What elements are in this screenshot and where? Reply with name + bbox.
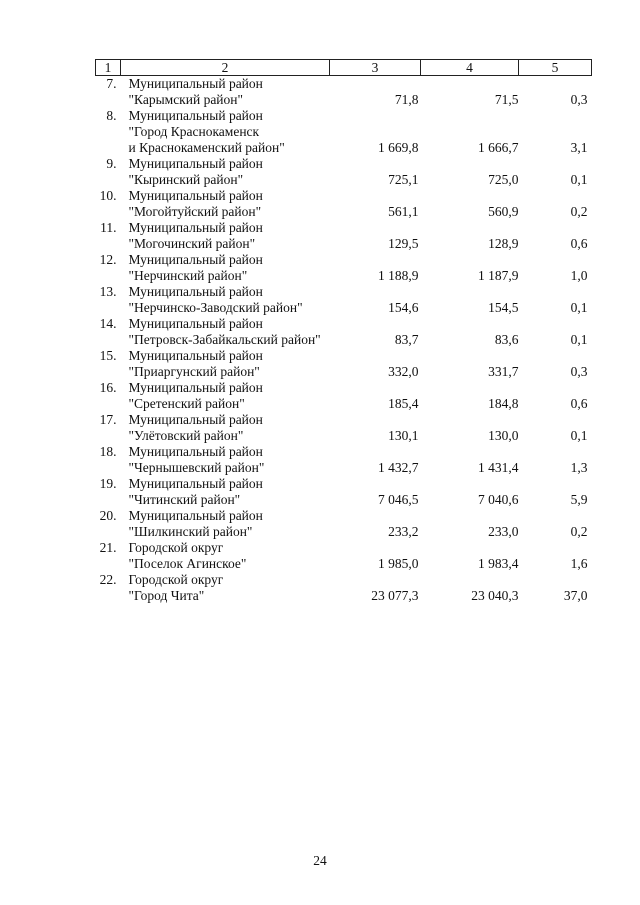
municipality-name-line: "Кыринский район" [128,172,244,187]
municipality-name-line: Муниципальный район [128,108,263,123]
municipality-name-line: "Приаргунский район" [128,364,260,379]
table-body [96,76,592,605]
municipality-name-line: Муниципальный район [128,508,263,523]
value-col3: 561,1 [388,204,419,219]
value-col4: 83,6 [494,332,519,347]
municipality-name-line: Муниципальный район [128,220,263,235]
value-col3: 1 432,7 [378,460,419,475]
row-number: 16. [99,380,117,395]
table-row [96,444,592,476]
municipality-name [121,380,330,412]
municipality-name [121,476,330,508]
value-col3: 1 985,0 [378,556,419,571]
value-col5: 0,2 [570,524,588,539]
municipality-name-line: Муниципальный район [128,188,263,203]
municipality-name-line: "Читинский район" [128,492,241,507]
municipality-name [121,316,330,348]
table-row [96,540,592,572]
municipality-name-line: Муниципальный район [128,412,263,427]
value-col4: 1 983,4 [478,556,519,571]
table-row [96,76,592,109]
municipality-name [121,348,330,380]
value-col5: 1,3 [570,460,588,475]
municipality-name [121,76,330,109]
value-col5: 5,9 [570,492,588,507]
value-col5: 0,6 [570,236,588,251]
value-col3: 725,1 [388,172,419,187]
municipality-name-line: Муниципальный район [128,252,263,267]
municipality-name-line: Городской округ [128,572,224,587]
row-number: 11. [100,220,117,235]
value-col5: 1,6 [570,556,588,571]
row-number: 22. [99,572,117,587]
value-col3: 185,4 [388,396,419,411]
value-col5: 0,6 [570,396,588,411]
table-row [96,156,592,188]
municipality-name-line: Муниципальный район [128,316,263,331]
value-col4: 154,5 [488,300,519,315]
table-row [96,220,592,252]
municipality-name-line: "Нерчинский район" [128,268,248,283]
municipality-name-line: Муниципальный район [128,348,263,363]
column-header-4: 4 [421,60,519,76]
value-col5: 1,0 [570,268,588,283]
value-col5: 0,1 [570,332,588,347]
municipality-name-line: "Могочинский район" [128,236,256,251]
table-row [96,284,592,316]
table-row [96,348,592,380]
municipality-name [121,220,330,252]
value-col4: 1 431,4 [478,460,519,475]
municipality-name-line: Муниципальный район [128,380,263,395]
municipality-name-line: Муниципальный район [128,76,263,91]
municipality-name-line: и Краснокаменский район" [128,140,285,155]
municipality-name-line: "Поселок Агинское" [128,556,247,571]
municipality-name-line: "Нерчинско-Заводский район" [128,300,303,315]
municipality-name [121,508,330,540]
value-col3: 83,7 [394,332,419,347]
municipality-name-line: "Чернышевский район" [128,460,265,475]
municipality-name [121,572,330,604]
value-col5: 0,1 [570,300,588,315]
municipality-name-line: Муниципальный район [128,444,263,459]
row-number: 17. [99,412,117,427]
municipality-name [121,108,330,156]
value-col4: 1 666,7 [478,140,519,155]
row-number: 12. [99,252,117,267]
table-row [96,380,592,412]
value-col5: 0,1 [570,428,588,443]
municipality-name-line: Муниципальный район [128,476,263,491]
municipality-name-line: "Шилкинский район" [128,524,253,539]
table-row [96,508,592,540]
value-col3: 332,0 [388,364,419,379]
row-number: 20. [99,508,117,523]
municipality-name-line: "Сретенский район" [128,396,245,411]
page-number: 24 [313,853,327,868]
row-number: 7. [106,76,117,91]
table-row [96,412,592,444]
municipality-name-line: "Петровск-Забайкальский район" [128,332,321,347]
value-col5: 0,1 [570,172,588,187]
value-col4: 1 187,9 [478,268,519,283]
value-col3: 233,2 [388,524,419,539]
municipality-name [121,252,330,284]
value-col4: 128,9 [488,236,519,251]
municipality-name-line: "Город Чита" [128,588,205,603]
table-row [96,572,592,604]
row-number: 19. [99,476,117,491]
value-col4: 233,0 [488,524,519,539]
municipality-name-line: Городской округ [128,540,224,555]
value-col4: 7 040,6 [478,492,519,507]
value-col3: 23 077,3 [371,588,419,603]
municipality-name [121,284,330,316]
value-col4: 331,7 [488,364,519,379]
table-row [96,316,592,348]
value-col5: 0,3 [570,364,588,379]
row-number: 18. [99,444,117,459]
value-col3: 1 669,8 [378,140,419,155]
table-row [96,476,592,508]
value-col5: 3,1 [570,140,588,155]
row-number: 10. [99,188,117,203]
data-table [95,59,592,604]
value-col3: 129,5 [388,236,419,251]
municipality-name-line: Муниципальный район [128,284,263,299]
municipality-name [121,412,330,444]
municipality-name-line: "Могойтуйский район" [128,204,262,219]
column-header-1: 1 [96,60,121,76]
row-number: 9. [106,156,117,171]
value-col4: 130,0 [488,428,519,443]
value-col4: 71,5 [494,92,519,107]
header-row [96,60,592,76]
value-col3: 71,8 [394,92,419,107]
municipality-name-line: Муниципальный район [128,156,263,171]
municipality-name-line: "Карымский район" [128,92,244,107]
value-col4: 184,8 [488,396,519,411]
value-col4: 560,9 [488,204,519,219]
row-number: 21. [99,540,117,555]
value-col4: 725,0 [488,172,519,187]
column-header-3: 3 [330,60,421,76]
municipality-name [121,188,330,220]
column-header-2: 2 [121,60,330,76]
value-col5: 37,0 [563,588,588,603]
municipality-name [121,156,330,188]
value-col4: 23 040,3 [471,588,519,603]
municipality-name-line: "Город Краснокаменск [128,124,260,139]
value-col3: 1 188,9 [378,268,419,283]
row-number: 15. [99,348,117,363]
row-number: 13. [99,284,117,299]
row-number: 8. [106,108,117,123]
municipality-name-line: "Улётовский район" [128,428,244,443]
municipality-name [121,444,330,476]
value-col5: 0,2 [570,204,588,219]
value-col3: 154,6 [388,300,419,315]
value-col3: 7 046,5 [378,492,419,507]
table-row [96,188,592,220]
table-row [96,252,592,284]
column-header-5: 5 [519,60,592,76]
value-col3: 130,1 [388,428,419,443]
municipality-name [121,540,330,572]
row-number: 14. [99,316,117,331]
table-row [96,108,592,156]
value-col5: 0,3 [570,92,588,107]
